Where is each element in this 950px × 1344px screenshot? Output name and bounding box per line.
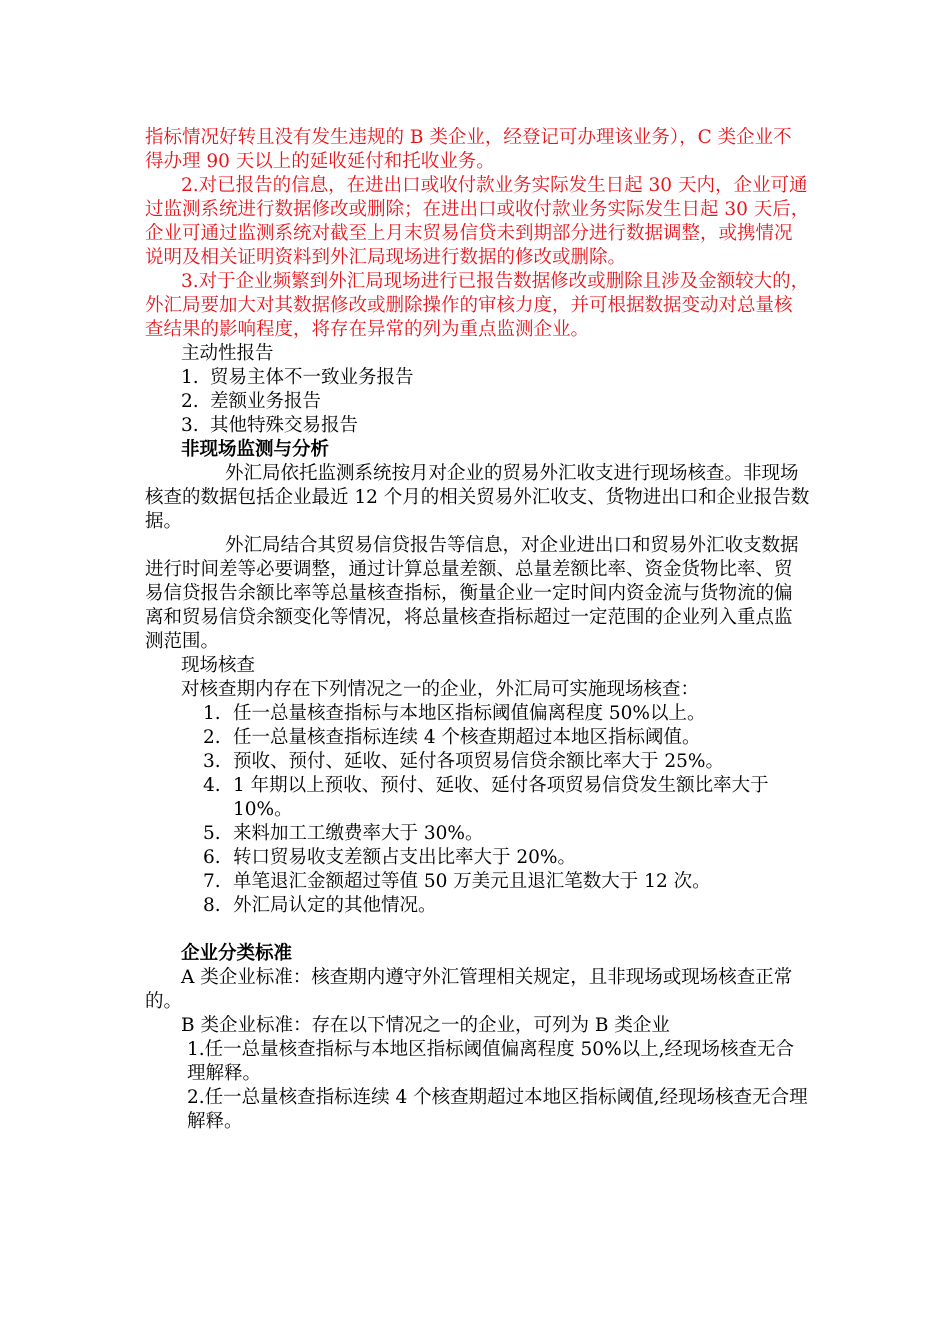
spacer <box>145 918 810 942</box>
list-item <box>145 894 810 918</box>
list-text: 其他特殊交易报告 <box>210 415 359 436</box>
list-number: 6. <box>203 847 221 868</box>
red-paragraph-2: 2.对已报告的信息，在进出口或收付款业务实际发生日起 30 天内，企业可通过监测系统进行数据修改或删除；在进出口或收付款业务实际发生日起 30 天后，企业可通过监测系统对截至上月末贸易信贷未到期部分进行数据调整，或携情况说明及相关证明资料到外汇局现场进行数据的修改或删除。 <box>145 175 810 268</box>
list-number: 1. <box>203 703 221 724</box>
list-text: 1 年期以上预收、预付、延收、延付各项贸易信贷发生额比率大于 10%。 <box>233 775 769 820</box>
list-number: 2. <box>203 727 221 748</box>
list-number: 5. <box>203 823 221 844</box>
list-item <box>145 870 810 894</box>
list-number: 3. <box>181 415 199 436</box>
active-report-title: 主动性报告 <box>181 343 274 364</box>
onsite-list <box>145 702 810 918</box>
onsite-intro: 对核查期内存在下列情况之一的企业，外汇局可实施现场核查： <box>181 679 700 700</box>
classification-heading: 企业分类标准 <box>181 943 293 964</box>
list-number: 3. <box>203 751 221 772</box>
list-text: 贸易主体不一致业务报告 <box>210 367 414 388</box>
list-text: 任一总量核查指标与本地区指标阈值偏离程度 50%以上。 <box>233 703 706 724</box>
list-text: 外汇局认定的其他情况。 <box>233 895 437 916</box>
list-number: 2. <box>181 391 199 412</box>
active-report-list <box>145 366 810 438</box>
list-item <box>145 822 810 846</box>
list-text: 转口贸易收支差额占支出比率大于 20%。 <box>233 847 577 868</box>
document-page <box>145 126 810 1134</box>
offsite-paragraph-1: 外汇局依托监测系统按月对企业的贸易外汇收支进行现场核查。非现场核查的数据包括企业最近 12 个月的相关贸易外汇收支、货物进出口和企业报告数据。 <box>145 463 810 532</box>
list-item <box>145 390 810 414</box>
list-item <box>145 366 810 390</box>
list-text: 单笔退汇金额超过等值 50 万美元且退汇笔数大于 12 次。 <box>233 871 711 892</box>
list-text: 任一总量核查指标连续 4 个核查期超过本地区指标阈值。 <box>233 727 701 748</box>
class-b-standard: B 类企业标准：存在以下情况之一的企业，可列为 B 类企业 <box>181 1015 670 1036</box>
class-b-item-2: 2.任一总量核查指标连续 4 个核查期超过本地区指标阈值,经现场核查无合理解释。 <box>187 1087 808 1132</box>
list-number: 4. <box>203 775 221 796</box>
class-a-standard: A 类企业标准：核查期内遵守外汇管理相关规定，且非现场或现场核查正常的。 <box>145 967 793 1012</box>
list-item <box>145 414 810 438</box>
offsite-heading: 非现场监测与分析 <box>181 439 330 460</box>
list-text: 差额业务报告 <box>210 391 322 412</box>
list-item <box>145 702 810 726</box>
list-number: 8. <box>203 895 221 916</box>
list-number: 1. <box>181 367 199 388</box>
list-item <box>145 750 810 774</box>
red-paragraph-continuation: 指标情况好转且没有发生违规的 B 类企业，经登记可办理该业务），C 类企业不得办理 90 天以上的延收延付和托收业务。 <box>145 127 792 172</box>
onsite-title: 现场核查 <box>181 655 256 676</box>
list-item <box>145 726 810 750</box>
list-text: 来料加工工缴费率大于 30%。 <box>233 823 484 844</box>
list-number: 7. <box>203 871 221 892</box>
red-text-block <box>145 126 810 342</box>
list-item <box>145 846 810 870</box>
offsite-paragraph-2: 外汇局结合其贸易信贷报告等信息，对企业进出口和贸易外汇收支数据进行时间差等必要调整，通过计算总量差额、总量差额比率、资金货物比率、贸易信贷报告余额比率等总量核查指标，衡量企业一定时间内资金流与货物流的偏离和贸易信贷余额变化等情况，将总量核查指标超过一定范围的企业列入重点监测范围。 <box>145 535 799 652</box>
list-text: 预收、预付、延收、延付各项贸易信贷余额比率大于 25%。 <box>233 751 725 772</box>
class-b-item-1: 1.任一总量核查指标与本地区指标阈值偏离程度 50%以上,经现场核查无合理解释。 <box>187 1039 795 1084</box>
list-item <box>145 774 810 822</box>
red-paragraph-3: 3.对于企业频繁到外汇局现场进行已报告数据修改或删除且涉及金额较大的，外汇局要加大对其数据修改或删除操作的审核力度，并可根据数据变动对总量核查结果的影响程度，将存在异常的列为重点监测企业。 <box>145 271 810 340</box>
